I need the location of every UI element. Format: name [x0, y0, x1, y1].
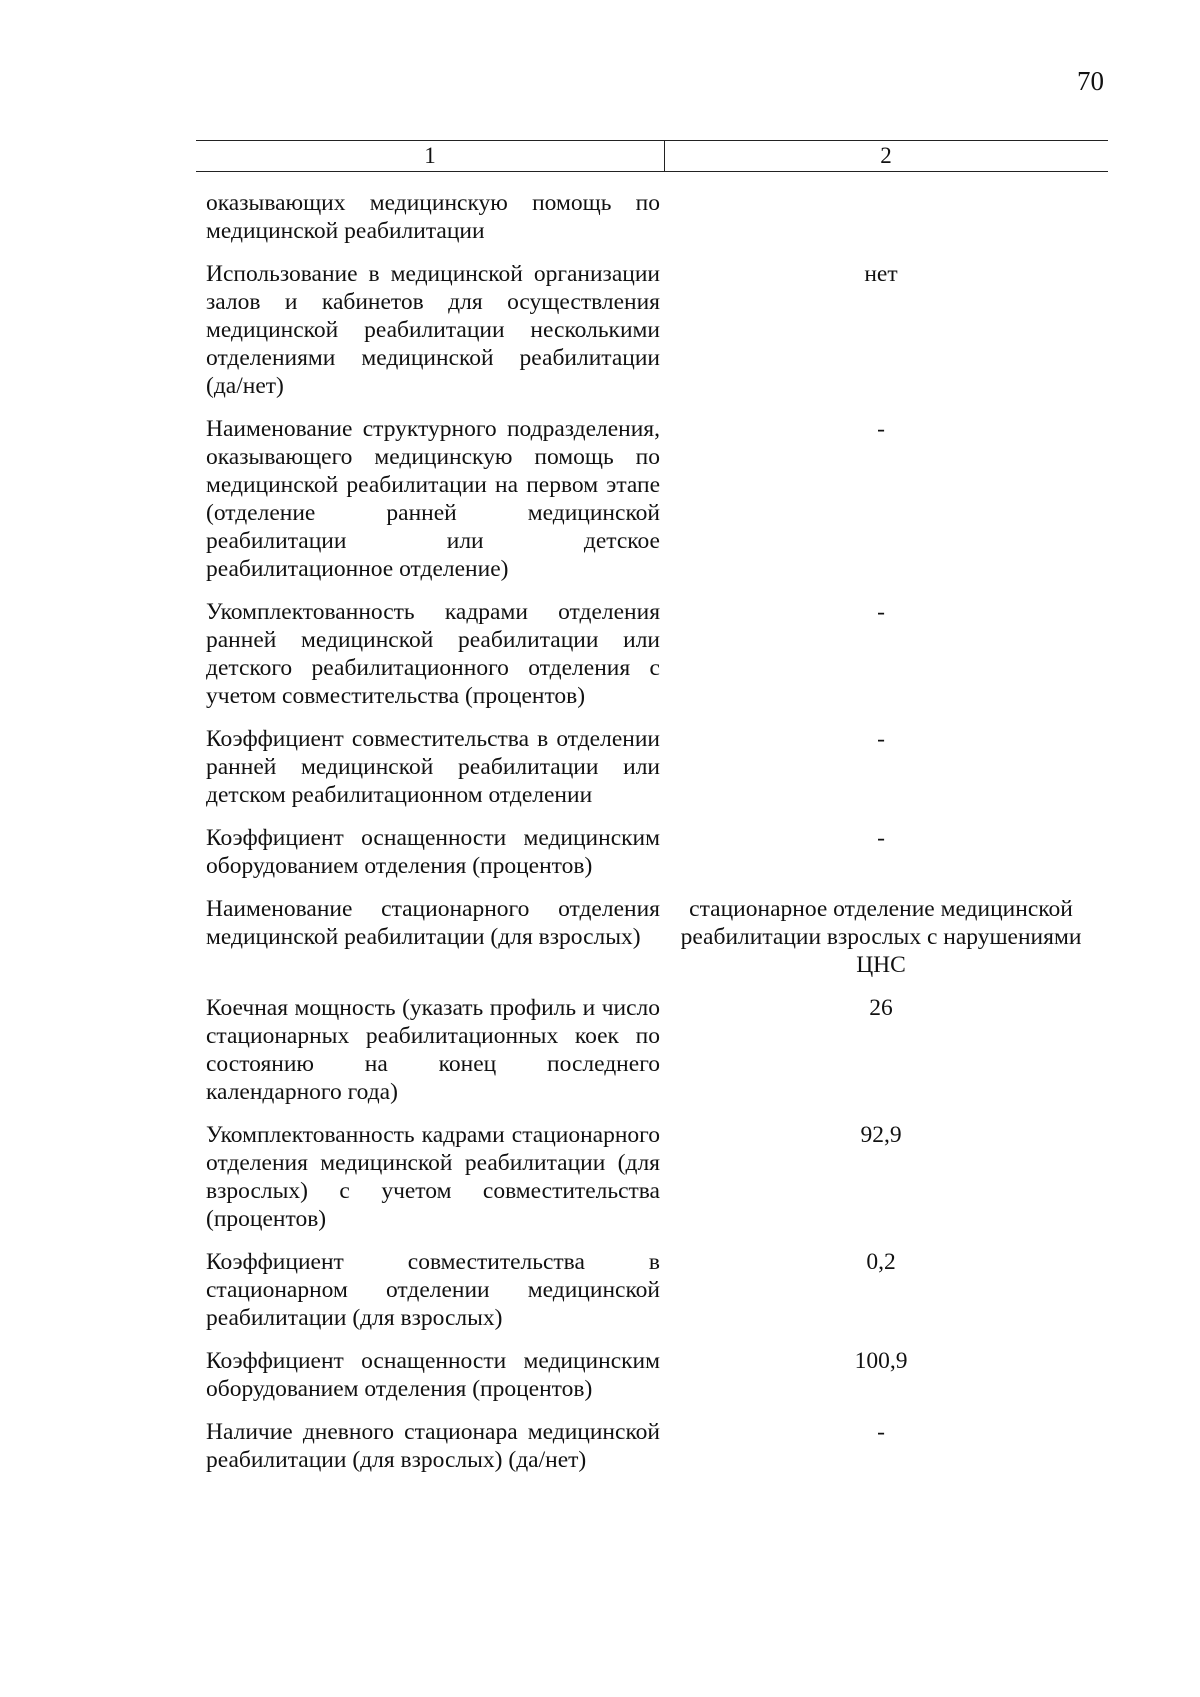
row-value: 26: [869, 995, 893, 1021]
table-header: [196, 140, 1108, 172]
table-row: [206, 598, 1102, 710]
header-top-rule: [196, 140, 1108, 141]
row-value: 0,2: [866, 1249, 896, 1275]
table-row: [206, 994, 1102, 1106]
table-row: [206, 1121, 1102, 1233]
row-value: -: [877, 825, 885, 851]
row-value: 100,9: [854, 1348, 908, 1374]
row-label: Наименование стационарного отделения медицинской реабилитации (для взрослых): [206, 896, 660, 950]
row-value: -: [877, 416, 885, 442]
row-value: -: [877, 1419, 885, 1445]
row-value: стационарное отделение медицинской реабилитации взрослых с нарушениями ЦНС: [680, 896, 1082, 978]
row-label: Наименование структурного подразделения, оказывающего медицинскую помощь по медицинской реабилитации на первом этапе (отделение ранней медицинской реабилитации или детское реабилитационное отделение): [206, 416, 660, 582]
row-label: Укомплектованность кадрами отделения ранней медицинской реабилитации или детского реабилитационного отделения с учетом совместительства (процентов): [206, 599, 660, 709]
row-label: Коэффициент совместительства в отделении ранней медицинской реабилитации или детском реабилитационном отделении: [206, 726, 660, 808]
page-number: 70: [1077, 66, 1104, 96]
row-value: 92,9: [860, 1122, 902, 1148]
row-label: Наличие дневного стационара медицинской реабилитации (для взрослых) (да/нет): [206, 1419, 660, 1473]
table-row: [206, 415, 1102, 583]
column-header-2: 2: [880, 143, 892, 168]
header-bottom-rule: [196, 171, 1108, 172]
row-label: Коэффициент оснащенности медицинским оборудованием отделения (процентов): [206, 1348, 660, 1402]
table-row: [206, 725, 1102, 809]
row-label: Укомплектованность кадрами стационарного отделения медицинской реабилитации (для взрослых) с учетом совместительства (процентов): [206, 1122, 660, 1232]
row-label: Коечная мощность (указать профиль и число стационарных реабилитационных коек по состоянию на конец последнего календарного года): [206, 995, 660, 1105]
row-value: -: [877, 726, 885, 752]
table-row: [206, 260, 1102, 400]
table-row: [206, 1248, 1102, 1332]
table-row: [206, 1347, 1102, 1403]
row-label: Коэффициент совместительства в стационарном отделении медицинской реабилитации (для взрослых): [206, 1249, 660, 1331]
row-value: нет: [864, 261, 898, 287]
table-body: [206, 189, 1102, 1489]
table-row: [206, 189, 1102, 245]
row-label: Коэффициент оснащенности медицинским оборудованием отделения (процентов): [206, 825, 660, 879]
table-row: [206, 824, 1102, 880]
row-value: -: [877, 599, 885, 625]
row-label: Использование в медицинской организации залов и кабинетов для осуществления медицинской реабилитации несколькими отделениями медицинской реабилитации (да/нет): [206, 261, 660, 399]
row-label: оказывающих медицинскую помощь по медицинской реабилитации: [206, 190, 660, 244]
column-header-1: 1: [424, 143, 436, 168]
table-row: [206, 1418, 1102, 1474]
table-row: [206, 895, 1102, 979]
